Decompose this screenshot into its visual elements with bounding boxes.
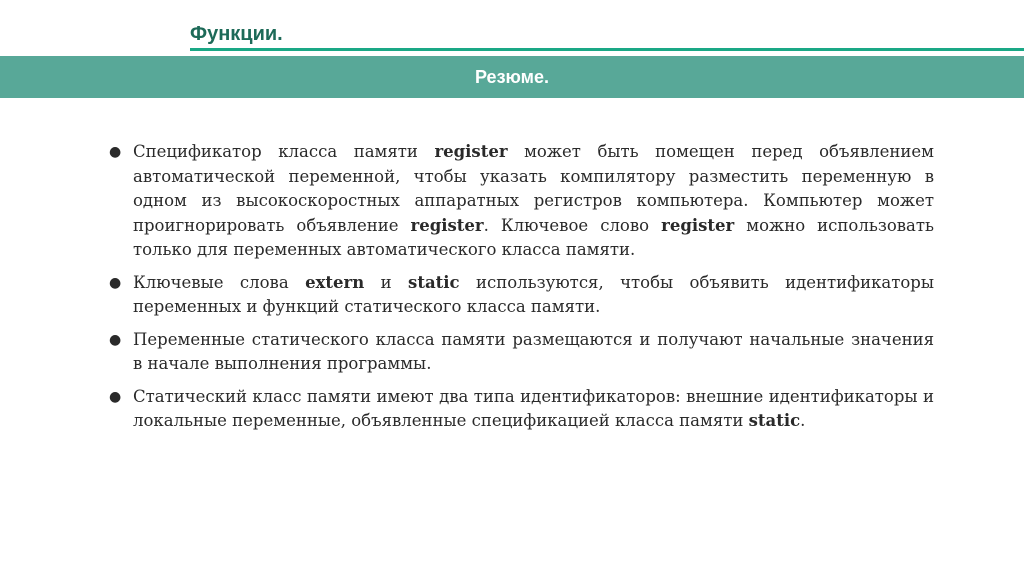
keyword-text: register bbox=[410, 215, 484, 235]
bullet-text: можно использовать только для переменных автоматического класса памяти. bbox=[133, 215, 934, 259]
subtitle-text: Резюме. bbox=[475, 66, 549, 87]
bullet-item bbox=[107, 140, 934, 263]
title-underline bbox=[190, 48, 1024, 51]
bullet-item bbox=[107, 328, 934, 377]
bullet-text: . bbox=[800, 411, 806, 430]
bullet-dot-icon: ● bbox=[109, 388, 122, 405]
keyword-text: register bbox=[434, 142, 508, 161]
keyword-text: extern bbox=[305, 272, 365, 292]
bullet-text: используются, чтобы объявить идентификаторы переменных и функций статического класса памяти. bbox=[133, 272, 934, 316]
bullet-text: Ключевые слова bbox=[133, 272, 306, 292]
bullet-text: может быть помещен перед объявлением автоматической переменной, чтобы указать компилятору разместить переменную в одном из высокоскоростных аппаратных регистров компьютера. Компьютер может проигнорировать объявление bbox=[133, 142, 934, 235]
bullet-text: Переменные статического класса памяти размещаются и получают начальные значения в начале выполнения программы. bbox=[133, 329, 934, 373]
keyword-text: static bbox=[748, 411, 801, 430]
bullet-dot-icon: ● bbox=[109, 144, 122, 160]
slide-title: Функции. bbox=[190, 23, 283, 45]
bullet-text: . Ключевое слово bbox=[483, 215, 662, 235]
bullet-text: и bbox=[364, 272, 409, 292]
subtitle-band bbox=[0, 56, 1024, 98]
bullet-dot-icon: ● bbox=[109, 331, 122, 348]
bullet-dot-icon: ● bbox=[109, 274, 122, 291]
bullet-text: Статический класс памяти имеют два типа идентификаторов: внешние идентификаторы и локальные переменные, объявленные спецификацией класса памяти bbox=[133, 386, 934, 430]
keyword-text: register bbox=[661, 215, 735, 235]
keyword-text: static bbox=[408, 272, 460, 292]
bullet-item bbox=[107, 385, 934, 434]
bullet-list bbox=[107, 140, 934, 442]
bullet-item bbox=[107, 271, 934, 320]
bullet-text: Спецификатор класса памяти bbox=[133, 142, 435, 161]
